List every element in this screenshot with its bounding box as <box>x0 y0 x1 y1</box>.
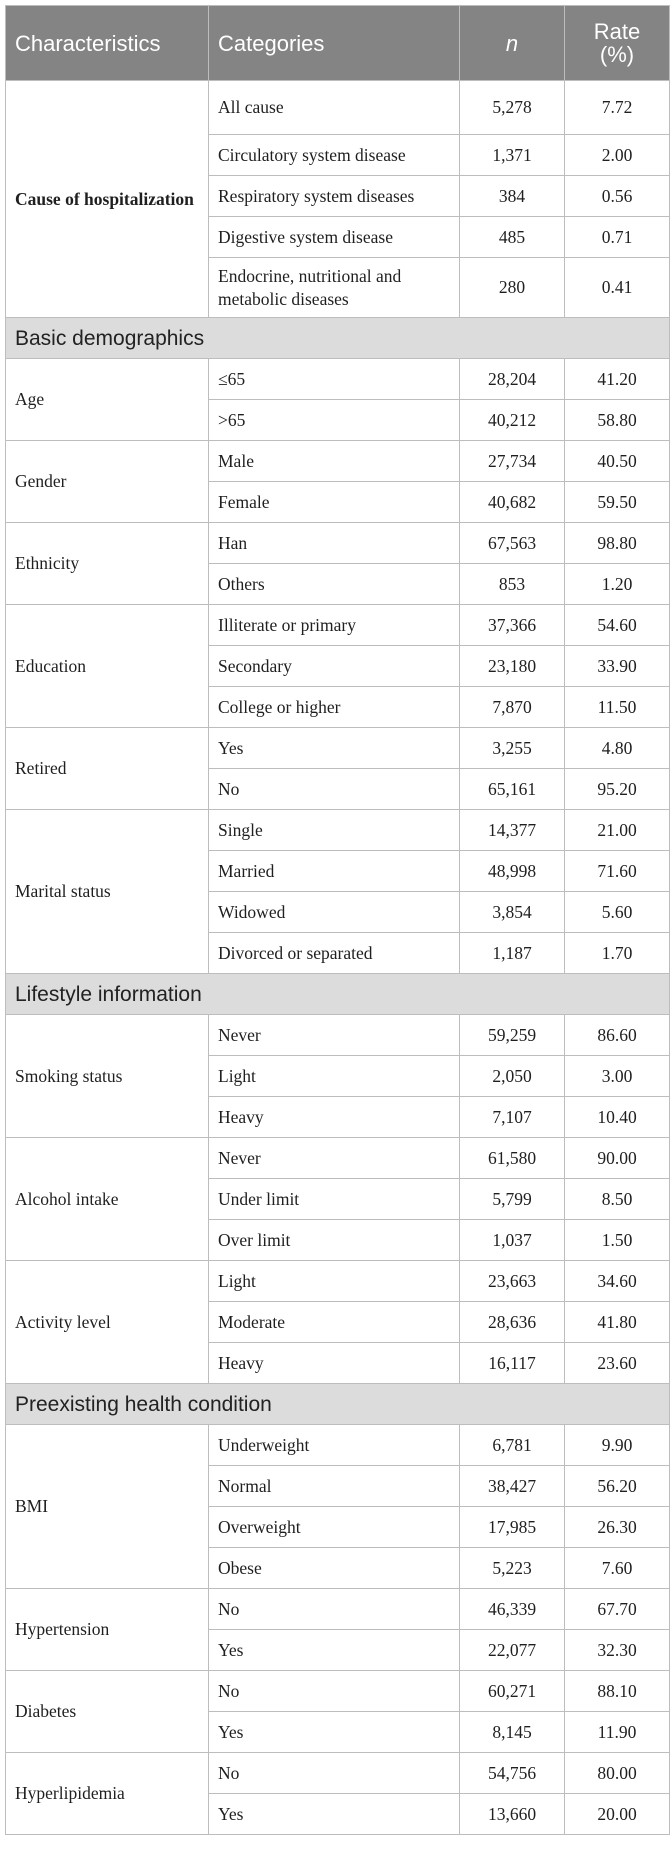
row-label-activity-level: Activity level <box>6 1261 209 1384</box>
section-title: Lifestyle information <box>6 974 670 1015</box>
cell-rate: 67.70 <box>565 1589 670 1630</box>
cell-rate: 11.90 <box>565 1712 670 1753</box>
cell-rate: 71.60 <box>565 851 670 892</box>
cell-category: No <box>209 769 460 810</box>
cell-rate: 59.50 <box>565 482 670 523</box>
cell-rate: 86.60 <box>565 1015 670 1056</box>
cell-rate: 58.80 <box>565 400 670 441</box>
table-row <box>6 1589 670 1630</box>
cell-rate: 33.90 <box>565 646 670 687</box>
cell-n: 7,870 <box>460 687 565 728</box>
cell-rate: 41.20 <box>565 359 670 400</box>
cell-rate: 56.20 <box>565 1466 670 1507</box>
cell-n: 2,050 <box>460 1056 565 1097</box>
cell-category: No <box>209 1753 460 1794</box>
cell-category: No <box>209 1671 460 1712</box>
cell-rate: 11.50 <box>565 687 670 728</box>
cell-n: 48,998 <box>460 851 565 892</box>
cell-category: Yes <box>209 1794 460 1835</box>
cell-n: 1,187 <box>460 933 565 974</box>
row-label-marital-status: Marital status <box>6 810 209 974</box>
cell-category: Others <box>209 564 460 605</box>
cell-category: Light <box>209 1056 460 1097</box>
row-label-age: Age <box>6 359 209 441</box>
cell-rate: 98.80 <box>565 523 670 564</box>
cell-category: Divorced or separated <box>209 933 460 974</box>
row-label-hyperlipidemia: Hyperlipidemia <box>6 1753 209 1835</box>
cell-n: 6,781 <box>460 1425 565 1466</box>
cell-rate: 1.70 <box>565 933 670 974</box>
cell-category: Yes <box>209 728 460 769</box>
cell-rate: 95.20 <box>565 769 670 810</box>
cell-rate: 26.30 <box>565 1507 670 1548</box>
cell-category: College or higher <box>209 687 460 728</box>
cell-category: Underweight <box>209 1425 460 1466</box>
row-label-hypertension: Hypertension <box>6 1589 209 1671</box>
row-label-alcohol-intake: Alcohol intake <box>6 1138 209 1261</box>
cell-category: Widowed <box>209 892 460 933</box>
cell-n: 16,117 <box>460 1343 565 1384</box>
section-lifestyle-information <box>6 974 670 1015</box>
cell-category: Light <box>209 1261 460 1302</box>
cell-category: Married <box>209 851 460 892</box>
cell-n: 38,427 <box>460 1466 565 1507</box>
cell-category: Secondary <box>209 646 460 687</box>
table-row <box>6 441 670 482</box>
cell-rate: 0.41 <box>565 258 670 318</box>
cell-category: Normal <box>209 1466 460 1507</box>
cell-category: Female <box>209 482 460 523</box>
cell-category: ≤65 <box>209 359 460 400</box>
row-label-education: Education <box>6 605 209 728</box>
cell-rate: 4.80 <box>565 728 670 769</box>
cell-category: Obese <box>209 1548 460 1589</box>
cell-n: 23,663 <box>460 1261 565 1302</box>
cell-category: >65 <box>209 400 460 441</box>
cell-rate: 9.90 <box>565 1425 670 1466</box>
cell-category: Yes <box>209 1630 460 1671</box>
cell-n: 3,255 <box>460 728 565 769</box>
cell-category: Male <box>209 441 460 482</box>
row-label-gender: Gender <box>6 441 209 523</box>
cell-category: All cause <box>209 81 460 135</box>
table-row <box>6 1261 670 1302</box>
cell-category: Overweight <box>209 1507 460 1548</box>
cell-n: 13,660 <box>460 1794 565 1835</box>
cell-n: 27,734 <box>460 441 565 482</box>
cell-rate: 1.20 <box>565 564 670 605</box>
table-row <box>6 1671 670 1712</box>
cell-category: Single <box>209 810 460 851</box>
cell-category: Respiratory system diseases <box>209 176 460 217</box>
section-title: Basic demographics <box>6 318 670 359</box>
cell-n: 22,077 <box>460 1630 565 1671</box>
cell-category: Heavy <box>209 1343 460 1384</box>
cell-n: 65,161 <box>460 769 565 810</box>
characteristics-table <box>5 5 670 1835</box>
cell-rate: 40.50 <box>565 441 670 482</box>
cell-n: 485 <box>460 217 565 258</box>
cell-n: 384 <box>460 176 565 217</box>
header-characteristics: Characteristics <box>6 6 209 81</box>
cell-category: Han <box>209 523 460 564</box>
table-row <box>6 810 670 851</box>
cell-category: Never <box>209 1015 460 1056</box>
cell-rate: 1.50 <box>565 1220 670 1261</box>
cell-rate: 54.60 <box>565 605 670 646</box>
cell-n: 67,563 <box>460 523 565 564</box>
cell-rate: 80.00 <box>565 1753 670 1794</box>
cell-rate: 21.00 <box>565 810 670 851</box>
table-row <box>6 728 670 769</box>
cell-rate: 32.30 <box>565 1630 670 1671</box>
table-row <box>6 1753 670 1794</box>
cell-n: 5,278 <box>460 81 565 135</box>
table-row <box>6 1425 670 1466</box>
cell-n: 40,212 <box>460 400 565 441</box>
header-categories: Categories <box>209 6 460 81</box>
cell-category: No <box>209 1589 460 1630</box>
cell-rate: 7.60 <box>565 1548 670 1589</box>
section-preexisting-health-condition <box>6 1384 670 1425</box>
cell-rate: 88.10 <box>565 1671 670 1712</box>
row-label-bmi: BMI <box>6 1425 209 1589</box>
cell-n: 28,204 <box>460 359 565 400</box>
cell-n: 5,223 <box>460 1548 565 1589</box>
row-label-ethnicity: Ethnicity <box>6 523 209 605</box>
cell-rate: 5.60 <box>565 892 670 933</box>
table-row <box>6 523 670 564</box>
cell-n: 1,037 <box>460 1220 565 1261</box>
header-n <box>460 6 565 81</box>
cell-rate: 0.56 <box>565 176 670 217</box>
table-header <box>6 6 670 81</box>
row-label-diabetes: Diabetes <box>6 1671 209 1753</box>
cell-category: Under limit <box>209 1179 460 1220</box>
table-row <box>6 81 670 135</box>
table-row <box>6 1015 670 1056</box>
cell-n: 37,366 <box>460 605 565 646</box>
cell-n: 46,339 <box>460 1589 565 1630</box>
cell-n: 59,259 <box>460 1015 565 1056</box>
table-row <box>6 605 670 646</box>
cell-category: Yes <box>209 1712 460 1753</box>
cell-n: 1,371 <box>460 135 565 176</box>
cell-n: 54,756 <box>460 1753 565 1794</box>
cell-category: Moderate <box>209 1302 460 1343</box>
cell-n: 8,145 <box>460 1712 565 1753</box>
cell-n: 17,985 <box>460 1507 565 1548</box>
cell-rate: 3.00 <box>565 1056 670 1097</box>
cell-n: 853 <box>460 564 565 605</box>
header-rate: Rate (%) <box>565 6 670 81</box>
cell-category: Never <box>209 1138 460 1179</box>
cell-category: Endocrine, nutritional and metabolic diseases <box>209 258 460 318</box>
cell-rate: 7.72 <box>565 81 670 135</box>
cell-category: Circulatory system disease <box>209 135 460 176</box>
cell-rate: 8.50 <box>565 1179 670 1220</box>
cell-n: 5,799 <box>460 1179 565 1220</box>
cell-rate: 0.71 <box>565 217 670 258</box>
cell-n: 61,580 <box>460 1138 565 1179</box>
cell-n: 280 <box>460 258 565 318</box>
cell-category: Illiterate or primary <box>209 605 460 646</box>
cell-rate: 90.00 <box>565 1138 670 1179</box>
cell-rate: 10.40 <box>565 1097 670 1138</box>
table-row <box>6 1138 670 1179</box>
cell-category: Digestive system disease <box>209 217 460 258</box>
cell-n: 7,107 <box>460 1097 565 1138</box>
table-row <box>6 359 670 400</box>
cell-rate: 41.80 <box>565 1302 670 1343</box>
cell-rate: 20.00 <box>565 1794 670 1835</box>
cell-n: 3,854 <box>460 892 565 933</box>
cell-n: 28,636 <box>460 1302 565 1343</box>
header-n-label: n <box>505 30 519 56</box>
section-title: Preexisting health condition <box>6 1384 670 1425</box>
cell-rate: 34.60 <box>565 1261 670 1302</box>
row-label-smoking-status: Smoking status <box>6 1015 209 1138</box>
cell-n: 23,180 <box>460 646 565 687</box>
section-basic-demographics <box>6 318 670 359</box>
cell-n: 60,271 <box>460 1671 565 1712</box>
cell-category: Over limit <box>209 1220 460 1261</box>
cell-n: 40,682 <box>460 482 565 523</box>
cell-rate: 23.60 <box>565 1343 670 1384</box>
row-label-retired: Retired <box>6 728 209 810</box>
cell-category: Heavy <box>209 1097 460 1138</box>
cell-rate: 2.00 <box>565 135 670 176</box>
row-label-cause: Cause of hospitalization <box>6 81 209 318</box>
cell-n: 14,377 <box>460 810 565 851</box>
